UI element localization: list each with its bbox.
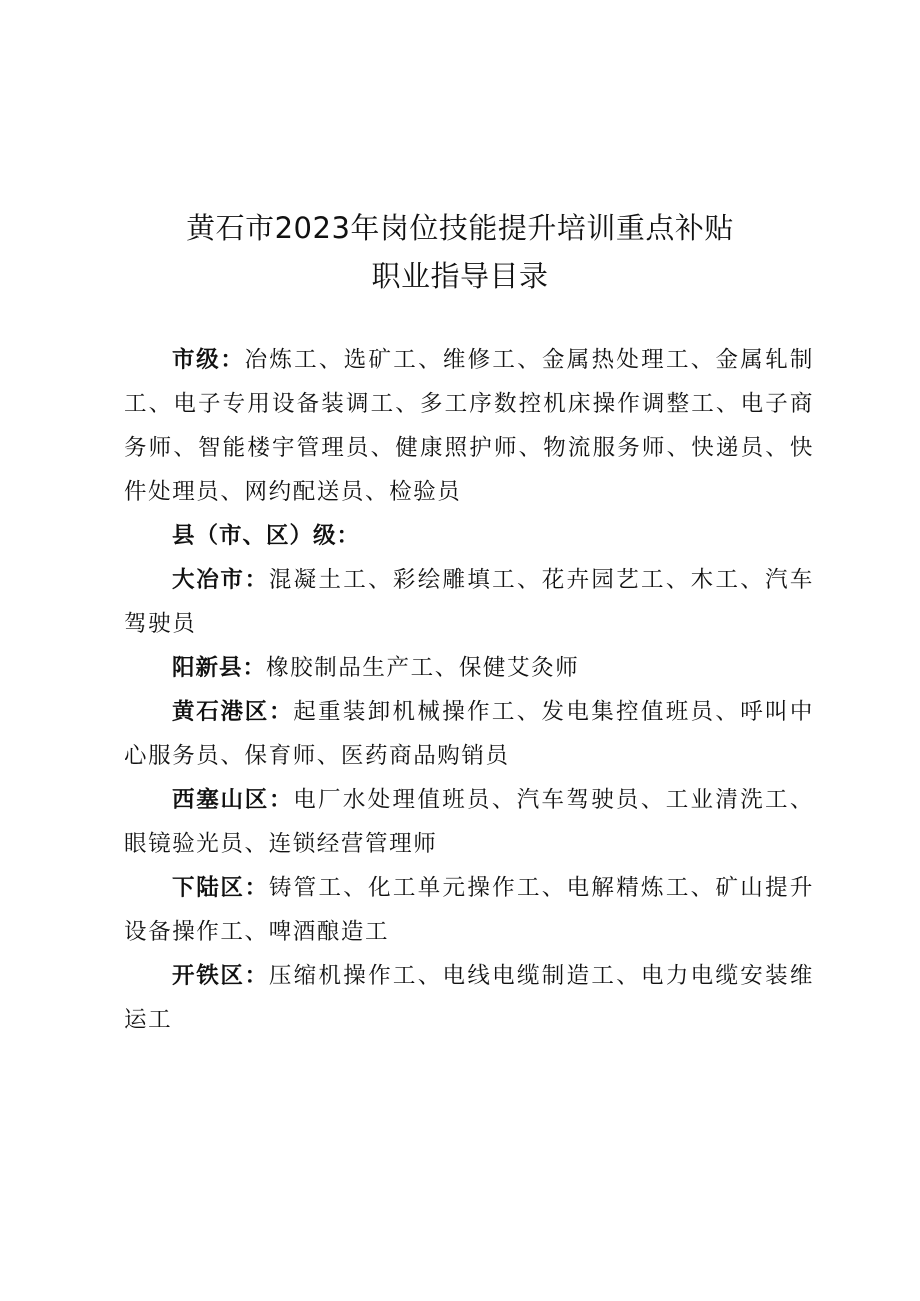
paragraph-county-level bbox=[124, 514, 814, 558]
section-label: 市级： bbox=[172, 347, 245, 373]
section-label: 西塞山区： bbox=[172, 787, 294, 813]
section-label: 县（市、区）级： bbox=[172, 523, 361, 549]
paragraph-xialu bbox=[124, 866, 814, 954]
paragraph-yangxin bbox=[124, 646, 814, 690]
paragraph-kaitie bbox=[124, 954, 814, 1042]
section-text: 起重装卸机械操作工、发电集控值班员、呼叫中心服务员、保育师、医药商品购销员 bbox=[124, 699, 814, 769]
section-label: 阳新县： bbox=[172, 655, 267, 681]
section-text: 电厂水处理值班员、汽车驾驶员、工业清洗工、眼镜验光员、连锁经营管理师 bbox=[124, 787, 814, 857]
paragraph-daye bbox=[124, 558, 814, 646]
section-text: 混凝土工、彩绘雕填工、花卉园艺工、木工、汽车驾驶员 bbox=[124, 567, 814, 637]
section-text: 冶炼工、选矿工、维修工、金属热处理工、金属轧制工、电子专用设备装调工、多工序数控机床操作调整工、电子商务师、智能楼宇管理员、健康照护师、物流服务师、快递员、快件处理员、网约配送员、检验员 bbox=[124, 347, 814, 505]
section-text: 铸管工、化工单元操作工、电解精炼工、矿山提升设备操作工、啤酒酿造工 bbox=[124, 875, 814, 945]
paragraph-xisaishan bbox=[124, 778, 814, 866]
paragraph-huangshigang bbox=[124, 690, 814, 778]
document-title bbox=[0, 204, 920, 300]
section-label: 开铁区： bbox=[172, 963, 269, 989]
section-text: 压缩机操作工、电线电缆制造工、电力电缆安装维运工 bbox=[124, 963, 814, 1033]
title-line-1: 黄石市2023年岗位技能提升培训重点补贴 bbox=[186, 211, 734, 245]
document-body bbox=[124, 338, 814, 1042]
paragraph-city-level bbox=[124, 338, 814, 514]
section-label: 大冶市： bbox=[172, 567, 269, 593]
section-label: 黄石港区： bbox=[172, 699, 294, 725]
title-line-2: 职业指导目录 bbox=[371, 259, 549, 293]
section-text: 橡胶制品生产工、保健艾灸师 bbox=[266, 655, 580, 681]
section-label: 下陆区： bbox=[172, 875, 269, 901]
